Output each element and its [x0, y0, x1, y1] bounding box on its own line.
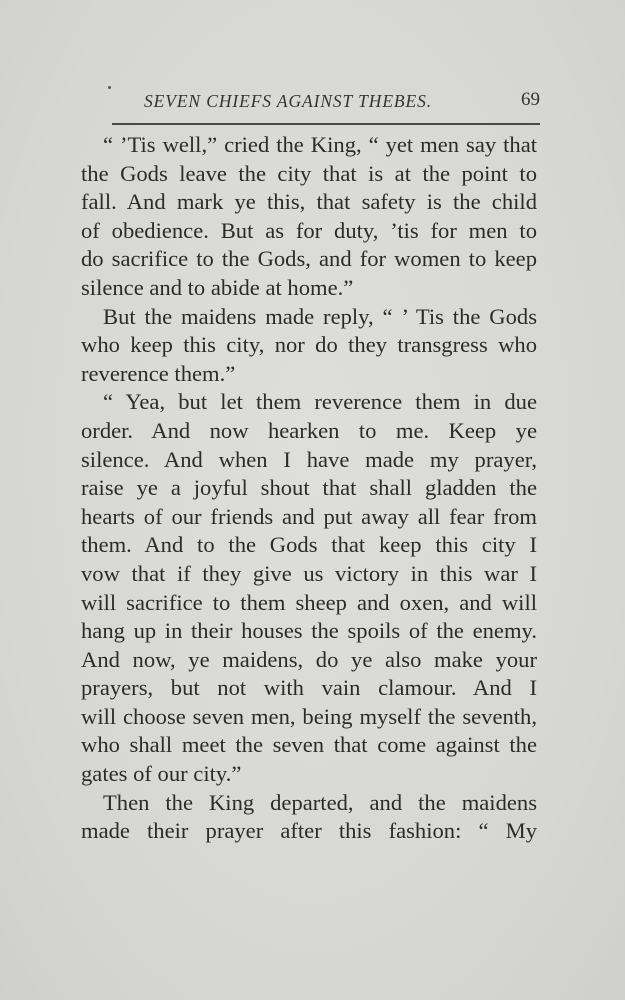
text-line: gates of our city.”: [81, 761, 242, 787]
text-line: fall. And mark ye this, that safety is the child: [81, 189, 537, 215]
running-header: [112, 87, 540, 115]
text-line: raise ye a joyful shout that shall gladden the: [81, 475, 537, 501]
text-line: hearts of our friends and put away all fear from: [81, 503, 537, 529]
body-text: [81, 131, 537, 846]
text-line: will choose seven men, being myself the seventh,: [81, 703, 537, 729]
text-line: do sacrifice to the Gods, and for women to keep: [81, 246, 537, 272]
text-line: them. And to the Gods that keep this city I: [81, 532, 537, 558]
running-title: SEVEN CHIEFS AGAINST THEBES.: [144, 91, 433, 111]
text-line: And now, ye maidens, do ye also make your: [81, 646, 537, 672]
text-line: “ Yea, but let them reverence them in due: [103, 389, 537, 415]
text-line: vow that if they give us victory in this war I: [81, 560, 537, 586]
text-line: prayers, but not with vain clamour. And I: [81, 675, 537, 701]
page-number: 69: [521, 89, 540, 110]
text-line: silence. And when I have made my prayer,: [81, 446, 537, 472]
text-line: made their prayer after this fashion: “ My: [81, 818, 537, 844]
paper-speck: [108, 86, 111, 89]
text-line: hang up in their houses the spoils of the enemy.: [81, 618, 537, 644]
text-line: who keep this city, nor do they transgress who: [81, 332, 537, 358]
header-rule: [112, 123, 540, 125]
text-line: the Gods leave the city that is at the point to: [81, 160, 537, 186]
text-line: silence and to abide at home.”: [81, 274, 354, 300]
text-line: reverence them.”: [81, 360, 236, 386]
text-line: of obedience. But as for duty, ’tis for men to: [81, 217, 537, 243]
text-line: who shall meet the seven that come against the: [81, 732, 537, 758]
text-line: “ ’Tis well,” cried the King, “ yet men say that: [103, 132, 537, 157]
text-line: Then the King departed, and the maidens: [103, 789, 537, 815]
text-line: But the maidens made reply, “ ’ Tis the Gods: [103, 303, 537, 329]
text-line: order. And now hearken to me. Keep ye: [81, 417, 537, 443]
text-line: will sacrifice to them sheep and oxen, and will: [81, 589, 537, 615]
